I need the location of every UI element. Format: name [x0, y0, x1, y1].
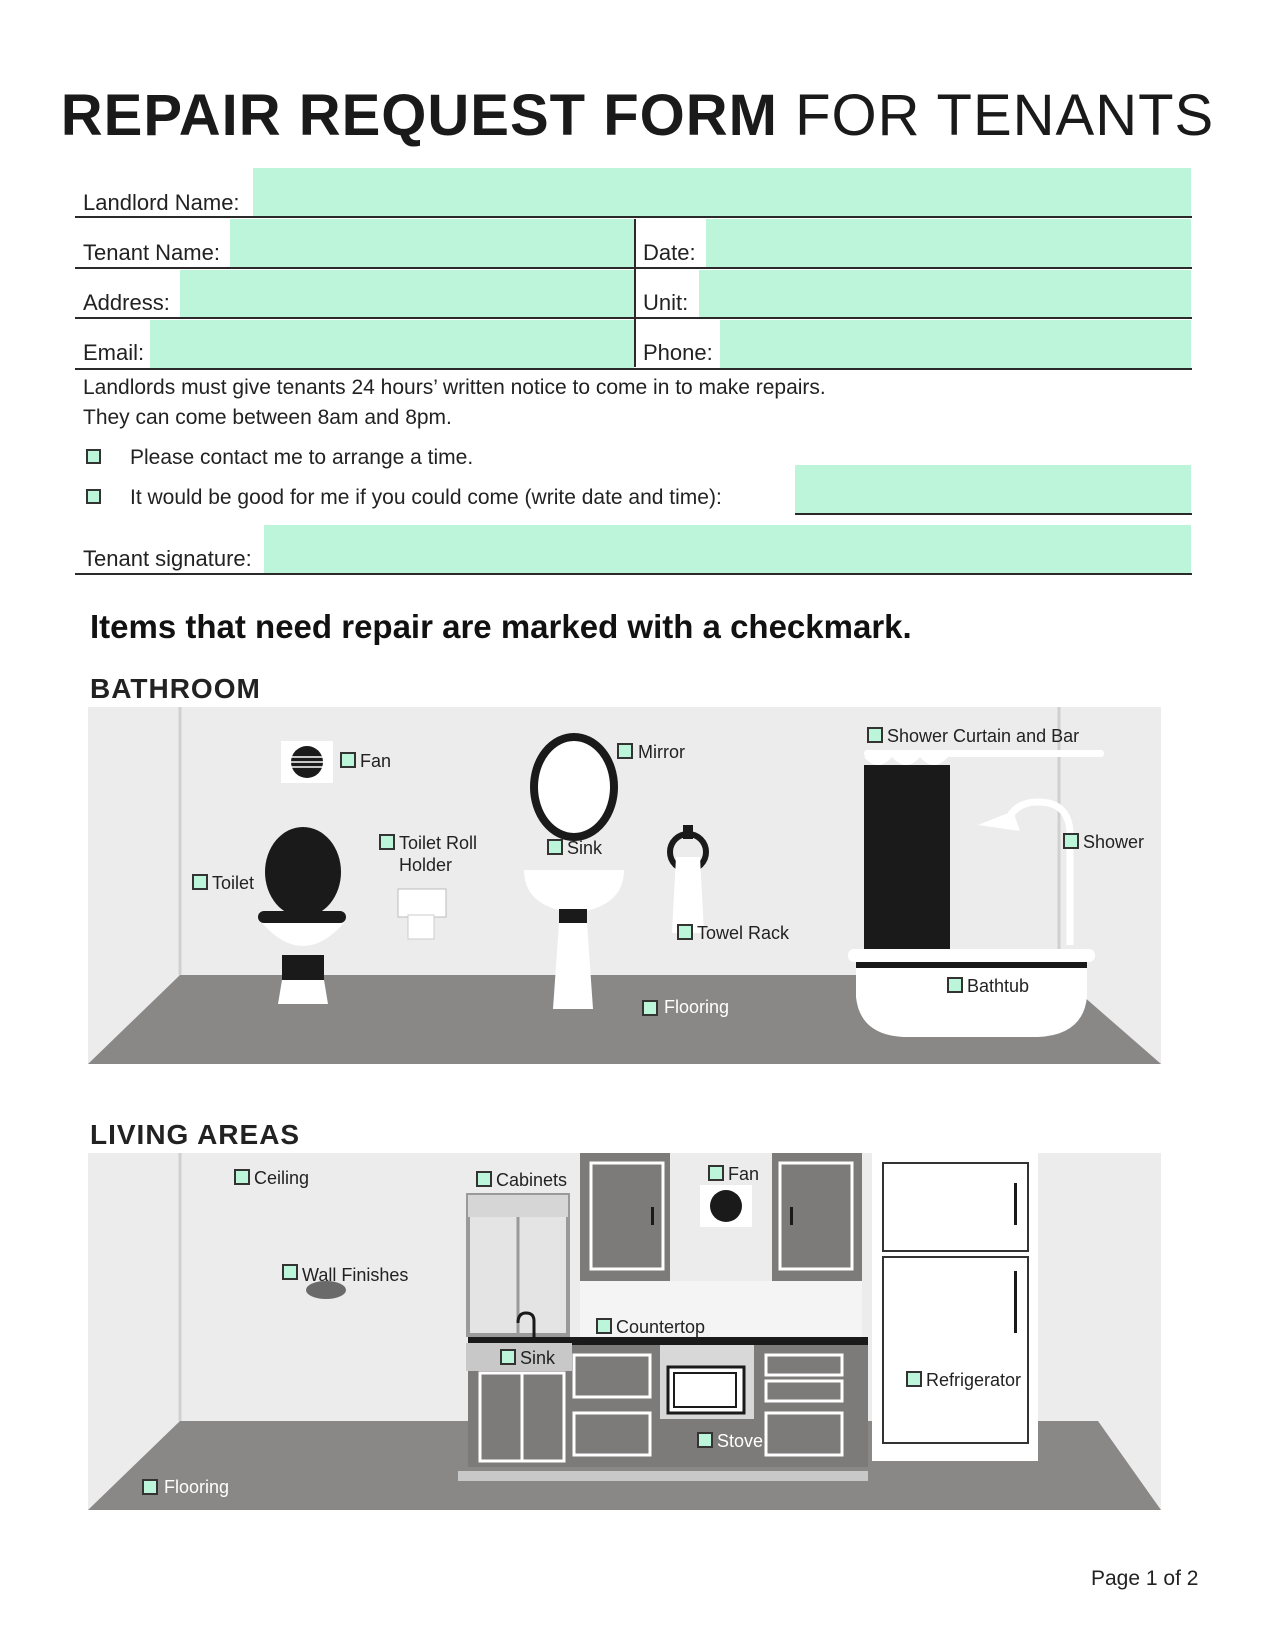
towel-rack-checkbox[interactable]	[677, 924, 693, 940]
towel-rack-label: Towel Rack	[697, 923, 790, 943]
refrigerator-checkbox[interactable]	[906, 1371, 922, 1387]
stove-checkbox[interactable]	[697, 1432, 713, 1448]
living-flooring-checkbox[interactable]	[142, 1479, 158, 1495]
divider	[75, 573, 1192, 575]
toilet-checkbox[interactable]	[192, 874, 208, 890]
instructions-heading: Items that need repair are marked with a checkmark.	[90, 608, 912, 645]
living-fan-checkbox[interactable]	[708, 1165, 724, 1181]
bathtub-label: Bathtub	[967, 976, 1030, 996]
shower-checkbox[interactable]	[1063, 833, 1079, 849]
unit-field[interactable]	[699, 270, 1191, 317]
unit-label: Unit:	[643, 290, 689, 315]
shower-curtain-checkbox[interactable]	[867, 727, 883, 743]
notice-line-1: Landlords must give tenants 24 hours’ written notice to come in to make repairs.	[83, 376, 826, 399]
preferred-time-checkbox[interactable]	[86, 489, 101, 504]
cabinets-checkbox[interactable]	[476, 1171, 492, 1187]
toilet-roll-holder-label-1: Toilet Roll	[399, 833, 478, 853]
bathroom-flooring-label: Flooring	[664, 997, 730, 1017]
address-label: Address:	[83, 290, 170, 315]
bathroom-fan-label: Fan	[360, 751, 392, 771]
tenant-name-field[interactable]	[230, 219, 634, 267]
countertop-checkbox[interactable]	[596, 1318, 612, 1334]
address-field[interactable]	[180, 270, 634, 317]
living-fan-label: Fan	[728, 1164, 760, 1184]
shower-curtain-label: Shower Curtain and Bar	[887, 726, 1080, 746]
column-divider	[634, 219, 636, 367]
date-label: Date:	[643, 240, 696, 265]
phone-label: Phone:	[643, 340, 713, 365]
page-number: Page 1 of 2	[1091, 1567, 1199, 1590]
ceiling-checkbox[interactable]	[234, 1169, 250, 1185]
contact-me-label: Please contact me to arrange a time.	[130, 446, 474, 469]
bathtub-checkbox[interactable]	[947, 977, 963, 993]
contact-me-checkbox[interactable]	[86, 449, 101, 464]
ceiling-label: Ceiling	[254, 1168, 310, 1188]
kitchen-sink-label: Sink	[520, 1348, 556, 1368]
tenant-name-label: Tenant Name:	[83, 240, 220, 265]
title-light: FOR TENANTS	[795, 83, 1215, 148]
phone-field[interactable]	[720, 320, 1191, 368]
living-flooring-label: Flooring	[164, 1477, 230, 1497]
wall-finishes-label: Wall Finishes	[302, 1265, 409, 1285]
shower-label: Shower	[1083, 832, 1145, 852]
date-field[interactable]	[706, 219, 1191, 267]
cabinets-label: Cabinets	[496, 1170, 568, 1190]
landlord-name-label: Landlord Name:	[83, 190, 240, 215]
email-field[interactable]	[150, 320, 634, 368]
preferred-time-field[interactable]	[795, 465, 1191, 513]
divider	[75, 368, 1192, 370]
title-bold: REPAIR REQUEST FORM	[60, 83, 778, 148]
bathroom-heading: BATHROOM	[90, 673, 261, 704]
mirror-checkbox[interactable]	[617, 743, 633, 759]
divider	[75, 216, 1192, 218]
bathroom-sink-checkbox[interactable]	[547, 839, 563, 855]
refrigerator-label: Refrigerator	[926, 1370, 1022, 1390]
kitchen-sink-checkbox[interactable]	[500, 1349, 516, 1365]
toilet-roll-holder-checkbox[interactable]	[379, 834, 395, 850]
living-areas-illustration	[88, 1153, 1161, 1510]
bathroom-flooring-checkbox[interactable]	[642, 1000, 658, 1016]
divider	[795, 513, 1192, 515]
tenant-signature-label: Tenant signature:	[83, 546, 252, 571]
landlord-name-field[interactable]	[253, 168, 1191, 216]
bathroom-sink-label: Sink	[567, 838, 603, 858]
mirror-label: Mirror	[638, 742, 685, 762]
preferred-time-label: It would be good for me if you could come (write date and time):	[130, 486, 722, 509]
countertop-label: Countertop	[616, 1317, 706, 1337]
notice-line-2: They can come between 8am and 8pm.	[83, 406, 452, 429]
toilet-roll-holder-label-2: Holder	[399, 855, 453, 875]
bathroom-fan-checkbox[interactable]	[340, 752, 356, 768]
toilet-label: Toilet	[212, 873, 255, 893]
wall-finishes-checkbox[interactable]	[282, 1264, 298, 1280]
stove-label: Stove	[717, 1431, 764, 1451]
page-title	[0, 82, 1275, 149]
bathroom-illustration	[88, 707, 1161, 1064]
living-areas-heading: LIVING AREAS	[90, 1119, 301, 1150]
tenant-signature-field[interactable]	[264, 525, 1191, 573]
email-label: Email:	[83, 340, 145, 365]
